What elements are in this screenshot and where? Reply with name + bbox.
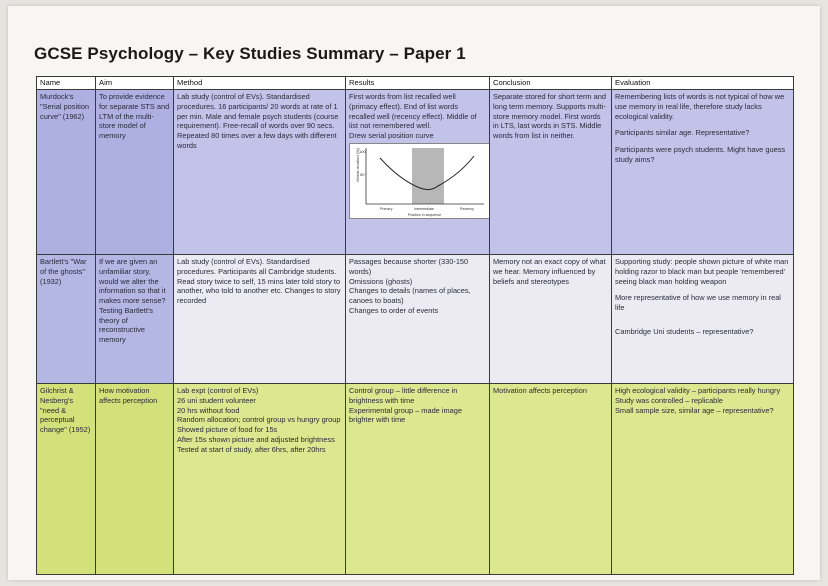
method-item: 26 uni student volunteer [177, 395, 256, 405]
results-cell [346, 255, 490, 384]
study-name: Gilchrist & Nesberg's "need & perceptual change" (1952) [40, 386, 91, 435]
serial-position-graph-wrap [349, 143, 486, 219]
conclusion-cell [490, 90, 612, 255]
header-name: Name [37, 77, 96, 90]
graph-label-recency: Recency [460, 206, 474, 211]
graph-label-intermediate: Intermediate [414, 206, 434, 211]
method-text: Lab study (control of EVs). Standardised procedures. 16 participants/ 20 words at rate of 1 per min. Male and female psych students (course requirement). Free-recall of words over 90 secs. Repeated 80 times over a few days with different words [177, 92, 339, 150]
evaluation-point: Supporting study: people shown picture of white man holding razor to black man but people 'remembered' seeing black man holding weapon [615, 257, 789, 286]
method-cell [174, 384, 346, 575]
results-text: First words from list recalled well (primacy effect). End of list words recalled well (recency effect). Middle of list not remembered well. [349, 92, 477, 131]
results-list [349, 257, 486, 316]
results-list [349, 386, 486, 425]
header-results: Results [346, 77, 490, 90]
header-method: Method [174, 77, 346, 90]
table-row [37, 90, 794, 255]
evaluation-point: Cambridge Uni students – representative? [615, 326, 754, 336]
method-cell [174, 90, 346, 255]
conclusion-cell [490, 384, 612, 575]
aim-cell [96, 255, 174, 384]
header-conclusion: Conclusion [490, 77, 612, 90]
method-item: Tested at start of study, after 6hrs, after 20hrs [177, 444, 326, 454]
evaluation-point: Small sample size, similar age – representative? [615, 405, 774, 415]
study-name: Murdock's "Serial position curve" (1962) [40, 92, 90, 121]
aim-text: To provide evidence for separate STS and LTM of the multi-store model of memory [99, 92, 170, 141]
result-item: Passages because shorter (330-150 words) [349, 257, 469, 276]
result-item: Omissions (ghosts) [349, 276, 413, 286]
header-row [37, 77, 794, 90]
graph-caption: Drew serial position curve [349, 131, 434, 141]
result-item: Changes to order of events [349, 305, 439, 315]
conclusion-text: Motivation affects perception [493, 386, 587, 396]
result-item: Changes to details (names of places, canoes to boats) [349, 286, 471, 306]
table-row [37, 255, 794, 384]
graph-y-tick-top: 100 [359, 148, 366, 154]
method-item: 20 hrs without food [177, 405, 240, 415]
aim-cell [96, 384, 174, 575]
method-item: Random allocation; control group vs hungry group [177, 415, 341, 425]
evaluation-point: Remembering lists of words is not typical of how we use memory in real life, therefore study lacks ecological validity. [615, 92, 785, 121]
study-name-cell [37, 255, 96, 384]
evaluation-point: More representative of how we use memory in real life [615, 293, 781, 313]
evaluation-point: Participants similar age. Representative? [615, 128, 750, 138]
header-evaluation: Evaluation [612, 77, 794, 90]
method-item: Lab expt (control of EVs) [177, 386, 259, 396]
evaluation-point: High ecological validity – participants really hungry [615, 386, 781, 396]
study-name-cell [37, 384, 96, 575]
evaluation-point: Participants were psych students. Might have guess study aims? [615, 145, 786, 164]
key-studies-table [36, 76, 794, 575]
evaluation-cell [612, 255, 794, 384]
serial-position-graph [349, 143, 490, 219]
method-cell [174, 255, 346, 384]
intermediate-shaded-band [412, 148, 444, 204]
results-cell [346, 90, 490, 255]
method-list [177, 386, 342, 454]
results-cell [346, 384, 490, 575]
evaluation-point: Study was controlled – replicable [615, 395, 724, 405]
conclusion-text: Separate stored for short term and long term memory. Supports multi-store memory model. First words in LTS, last words in STS. Middle words from list in neither. [493, 92, 606, 141]
method-item: Showed picture of food for 15s [177, 425, 278, 435]
study-name-cell [37, 90, 96, 255]
result-item: Experimental group – made image brighter with time [349, 405, 462, 425]
page-title: GCSE Psychology – Key Studies Summary – Paper 1 [34, 44, 466, 63]
graph-y-label: Words recalled (%) [355, 147, 360, 182]
conclusion-cell [490, 255, 612, 384]
method-item: After 15s shown picture and adjusted brightness [177, 434, 335, 444]
graph-y-tick-mid: 50 [360, 171, 365, 177]
aim-text: How motivation affects perception [99, 386, 158, 405]
header-aim: Aim [96, 77, 174, 90]
result-item: Control group – little difference in brightness with time [349, 386, 458, 405]
method-text: Lab study (control of EVs). Standardised procedures. Participants all Cambridge students. Read story twice to self, 15 mins later told story to another, who told to another etc. Changes to story recorded [177, 257, 341, 306]
study-name: Bartlett's "War of the ghosts" (1932) [40, 257, 87, 286]
evaluation-cell [612, 384, 794, 575]
table-row [37, 384, 794, 575]
evaluation-list [615, 386, 790, 415]
aim-text: If we are given an unfamiliar story, would we alter the information so that it makes more sense? Testing Bartlett's theory of reconstructive memory [99, 257, 166, 345]
evaluation-cell [612, 90, 794, 255]
conclusion-text: Memory not an exact copy of what we hear. Memory influenced by beliefs and stereotypes [493, 257, 606, 286]
graph-label-primary: Primary [380, 206, 393, 211]
graph-x-label: Position in sequence [408, 212, 442, 217]
aim-cell [96, 90, 174, 255]
